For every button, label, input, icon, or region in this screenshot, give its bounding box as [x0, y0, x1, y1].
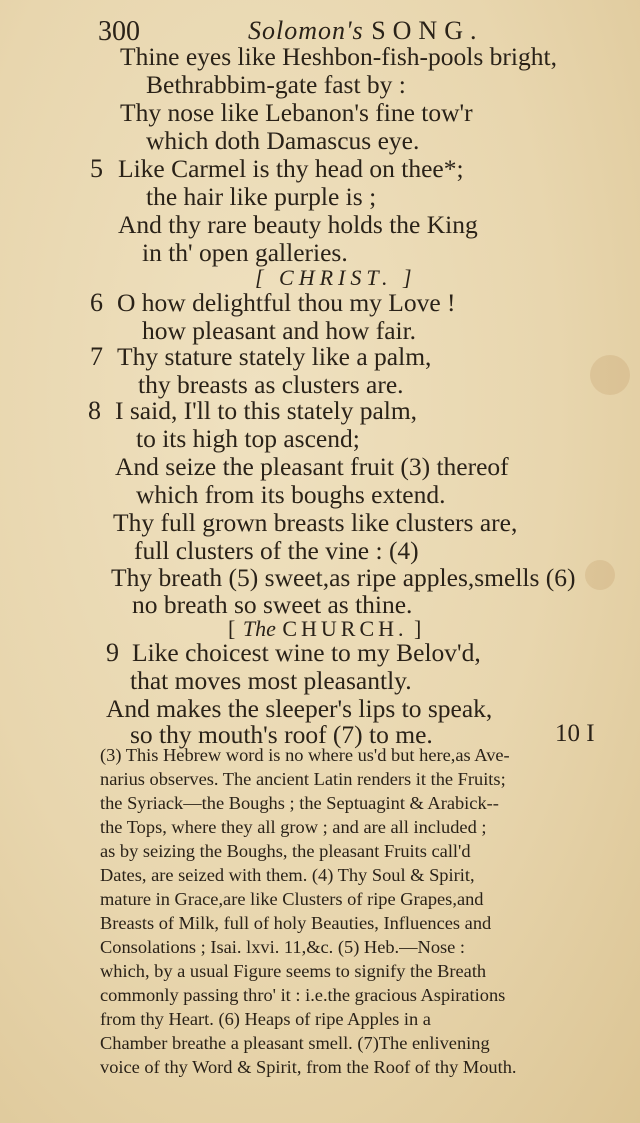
bracket-close: ] [414, 616, 423, 641]
verse-line: thy breasts as clusters are. [138, 370, 404, 399]
verse-line: O how delightful thou my Love ! [117, 288, 456, 317]
verse-line: Bethrabbim-gate fast by : [146, 70, 406, 99]
verse-line: Like Carmel is thy head on thee*; [118, 154, 464, 183]
footnote-line: the Tops, where they all grow ; and are all included ; [100, 817, 487, 837]
footnote-line: Breasts of Milk, full of holy Beauties, Influences and [100, 913, 492, 933]
verse-line: that moves most pleasantly. [130, 666, 412, 695]
footnote-line: (3) This Hebrew word is no where us'd but here,as Ave- [100, 745, 510, 765]
verse-line: so thy mouth's roof (7) to me. [130, 720, 433, 749]
catchword: 10 I [555, 720, 595, 747]
paper-stain [590, 355, 630, 395]
speaker-christ-label: [ CHRIST. ] [255, 265, 417, 290]
verse-line: Thy full grown breasts like clusters are, [113, 508, 518, 537]
footnote-line: as by seizing the Boughs, the pleasant Fruits call'd [100, 841, 471, 861]
verse-line: which from its boughs extend. [136, 480, 446, 509]
running-title-word: SONG. [371, 16, 484, 45]
verse-number: 9 [106, 638, 119, 667]
verse-number: 5 [90, 154, 103, 183]
paper-stain [585, 560, 615, 590]
verse-line: I said, I'll to this stately palm, [115, 396, 418, 425]
verse-line: full clusters of the vine : (4) [134, 536, 419, 565]
verse-number: 8 [88, 396, 101, 425]
verse-number: 7 [90, 342, 103, 371]
verse-line: And makes the sleeper's lips to speak, [106, 694, 493, 723]
verse-line: And thy rare beauty holds the King [118, 210, 478, 239]
verse-line: how pleasant and how fair. [142, 316, 417, 345]
running-title-prefix: Solomon's [248, 16, 364, 45]
bracket-open: [ [228, 616, 237, 641]
verse-line: which doth Damascus eye. [146, 126, 420, 155]
verse-line: Thy stature stately like a palm, [117, 342, 432, 371]
verse-line: Thy breath (5) sweet,as ripe apples,smells (6) [111, 563, 576, 592]
footnote-line: the Syriack—the Boughs ; the Septuagint & Arabick-- [100, 793, 499, 813]
verse-line: no breath so sweet as thine. [132, 590, 413, 619]
footnote-line: which, by a usual Figure seems to signify the Breath [100, 961, 487, 981]
footnote-line: narius observes. The ancient Latin renders it the Fruits; [100, 769, 506, 789]
verse-line: Like choicest wine to my Belov'd, [132, 638, 481, 667]
footnote-line: commonly passing thro' it : i.e.the gracious Aspirations [100, 985, 506, 1005]
verse-line: the hair like purple is ; [146, 182, 377, 211]
verse-line: And seize the pleasant fruit (3) thereof [115, 452, 509, 481]
verse-number: 6 [90, 288, 103, 317]
page-number: 300 [98, 16, 140, 47]
verse-line: to its high top ascend; [136, 424, 360, 453]
verse-line: Thy nose like Lebanon's fine tow'r [120, 98, 473, 127]
footnote-line: Dates, are seized with them. (4) Thy Soul & Spirit, [100, 865, 475, 885]
footnote-line: from thy Heart. (6) Heaps of ripe Apples in a [100, 1009, 431, 1029]
footnote-line: Chamber breathe a pleasant smell. (7)The enlivening [100, 1033, 490, 1053]
footnote-line: Consolations ; Isai. lxvi. 11,&c. (5) Heb.—Nose : [100, 937, 466, 957]
speaker-church-article: The [242, 616, 276, 641]
verse-line: Thine eyes like Heshbon-fish-pools bright, [120, 42, 557, 71]
footnote-line: voice of thy Word & Spirit, from the Roof of thy Mouth. [100, 1057, 517, 1077]
speaker-church-label: CHURCH. [282, 616, 408, 641]
footnote-line: mature in Grace,are like Clusters of ripe Grapes,and [100, 889, 484, 909]
verse-line: in th' open galleries. [142, 238, 348, 267]
